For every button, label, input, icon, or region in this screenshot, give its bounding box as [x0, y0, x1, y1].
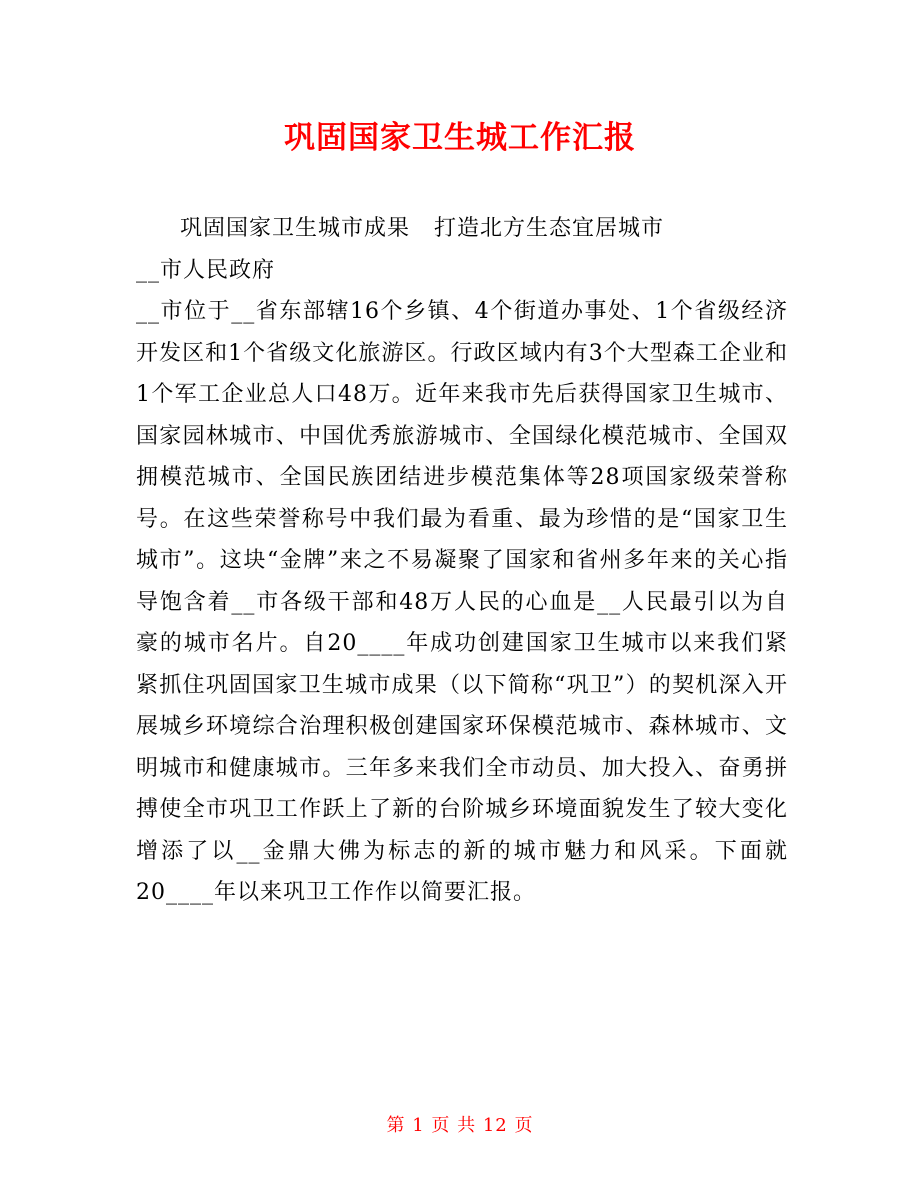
page-number-footer: 第 1 页 共 12 页 — [386, 1115, 534, 1136]
body-paragraph: __市位于__省东部辖16个乡镇、4个街道办事处、1个省级经济开发区和1个省级文化旅游区。行政区域内有3个大型森工企业和1个军工企业总人口48万。近年来我市先后获得国家卫生城市、国家园林城市、中国优秀旅游城市、全国绿化模范城市、全国双拥模范城市、全国民族团结进步模范集体等28项国家级荣誉称号。在这些荣誉称号中我们最为看重、最为珍惜的是“国家卫生城市”。这块“金牌”来之不易凝聚了国家和省州多年来的关心指导饱含着__市各级干部和48万人民的心血是__人民最引以为自豪的城市名片。自20____年成功创建国家卫生城市以来我们紧紧抓住巩固国家卫生城市成果（以下简称“巩卫”）的契机深入开展城乡环境综合治理积极创建国家环保模范城市、森林城市、文明城市和健康城市。三年多来我们全市动员、加大投入、奋勇拼搏使全市巩卫工作跃上了新的台阶城乡环境面貌发生了较大变化增添了以__金鼎大佛为标志的新的城市魅力和风采。下面就20____年以来巩卫工作作以简要汇报。 — [136, 299, 788, 905]
document-title: 巩固国家卫生城工作汇报 — [284, 120, 636, 156]
document-subtitle: 巩固国家卫生城市成果 打造北方生态宜居城市 — [180, 216, 664, 241]
document-author: __市人民政府 — [136, 257, 276, 283]
document-body — [136, 208, 788, 914]
